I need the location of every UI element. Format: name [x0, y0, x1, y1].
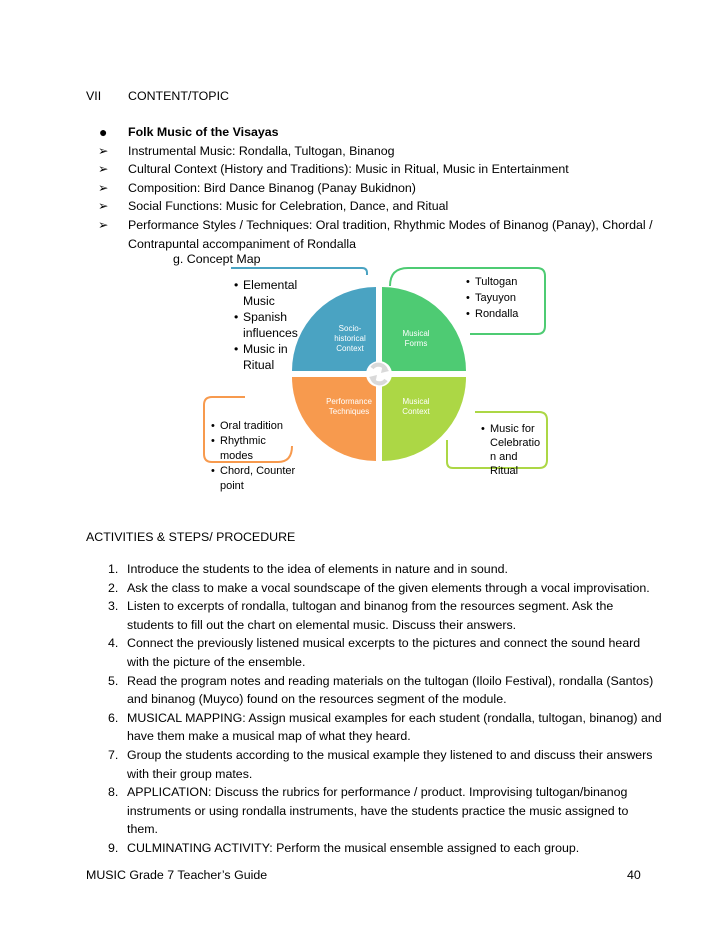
quadrant-label-musical-forms: Musical Forms [402, 329, 430, 348]
step-number: 6. [108, 710, 119, 725]
list-item [108, 839, 668, 858]
section-numeral: VII [86, 89, 102, 103]
step-text: Listen to excerpts of rondalla, tultogan and binanog from the resources segment. Ask the [127, 599, 614, 614]
step-text: with their group mates. [127, 766, 253, 781]
cycle-arrows-icon [366, 361, 392, 387]
step-text: students to fill out the chart on elemental music. Discuss their answers. [127, 617, 517, 632]
concept-item: • Music in Ritual [234, 342, 288, 372]
list-item [108, 579, 668, 598]
step-text: Introduce the students to the idea of elements in nature and in sound. [127, 562, 508, 576]
arrow-bullet-icon: ➢ [98, 199, 109, 214]
step-text: and binanog (Muyco) found on the resources segment of the module. [127, 692, 507, 707]
step-number: 8. [108, 785, 119, 800]
concept-box-musical-forms [466, 274, 518, 322]
concept-item: • Music for Celebratio n and Ritual [481, 423, 541, 477]
arrow-bullet-icon: ➢ [98, 180, 109, 195]
step-number: 5. [108, 673, 119, 688]
list-item [108, 672, 668, 709]
step-text: Group the students according to the musical example they listened to and discuss their answers [127, 747, 653, 762]
step-text: CULMINATING ACTIVITY: Perform the musical ensemble assigned to each group. [127, 840, 580, 855]
topic-text: Social Functions: Music for Celebration, Dance, and Ritual [128, 199, 449, 214]
concept-item: • Spanish influences [234, 310, 298, 340]
arrow-bullet-icon: ➢ [98, 217, 109, 232]
step-text: Connect the previously listened musical excerpts to the pictures and connect the sound heard [127, 636, 641, 651]
quadrant-performance-techniques [292, 377, 376, 461]
concept-item: • Rondalla [466, 308, 519, 320]
quadrant-musical-context [382, 377, 466, 461]
concept-item: • Chord, Counter point [211, 465, 296, 492]
step-number: 3. [108, 599, 119, 614]
step-number: 9. [108, 840, 119, 855]
step-number: 4. [108, 636, 119, 651]
concept-box-musical-context [481, 422, 540, 478]
step-number: 1. [108, 562, 119, 576]
step-text: them. [127, 822, 158, 837]
footer-title: MUSIC Grade 7 Teacher’s Guide [86, 868, 268, 882]
list-item [108, 634, 668, 671]
arrow-bullet-icon: ➢ [98, 143, 109, 158]
section-title: CONTENT/TOPIC [128, 89, 229, 103]
step-text: instruments or using rondalla instruments, have the students practice the music assigned to [127, 803, 629, 818]
topic-text: Cultural Context (History and Traditions): Music in Ritual, Music in Entertainment [128, 162, 569, 177]
bullet-dot-icon: ● [99, 124, 108, 140]
list-item [108, 709, 668, 746]
quadrant-label-performance-techniques: Performance Techniques [326, 397, 372, 416]
topic-heading: Folk Music of the Visayas [128, 125, 279, 139]
concept-box-performance-techniques [211, 419, 295, 494]
arrow-bullet-icon: ➢ [98, 162, 109, 177]
concept-item: • Oral tradition [211, 420, 283, 432]
list-item [108, 560, 668, 579]
concept-item: • Rhythmic modes [211, 435, 266, 462]
concept-item: • Tultogan [466, 276, 518, 288]
step-text: Read the program notes and reading materials on the tultogan (Iloilo Festival), rondalla (Santos) [127, 673, 654, 688]
page-number: 40 [627, 868, 641, 882]
topic-text: Performance Styles / Techniques: Oral tradition, Rhythmic Modes of Binanog (Panay), Chordal / [128, 217, 653, 232]
step-text: Ask the class to make a vocal soundscape of the given elements through a vocal improvisation. [127, 580, 650, 595]
concept-item: • Elemental Music [234, 278, 298, 308]
concept-box-socio-historical [234, 277, 298, 373]
step-number: 2. [108, 580, 119, 595]
quadrant-label-socio-historical: Socio- historical Context [334, 324, 366, 353]
concept-map-heading: g. Concept Map [173, 252, 261, 266]
list-item [108, 746, 668, 783]
box-outline-top-left [231, 268, 367, 275]
step-text: have them make a musical map of what they heard. [127, 729, 411, 744]
step-text: with the picture of the ensemble. [127, 654, 306, 669]
topic-text-continued: Contrapuntal accompaniment of Rondalla [128, 236, 356, 251]
topic-text: Instrumental Music: Rondalla, Tultogan, Binanog [128, 143, 395, 158]
topic-text: Composition: Bird Dance Binanog (Panay Bukidnon) [128, 180, 416, 195]
step-number: 7. [108, 747, 119, 762]
concept-item: • Tayuyon [466, 292, 516, 304]
quadrant-label-musical-context: Musical Context [402, 397, 430, 416]
list-item [108, 597, 668, 634]
step-text: MUSICAL MAPPING: Assign musical examples for each student (rondalla, tultogan, binanog) and [127, 710, 662, 725]
steps-list [108, 560, 668, 858]
step-text: APPLICATION: Discuss the rubrics for performance / product. Improvising tultogan/binanog [127, 785, 628, 800]
activities-heading: ACTIVITIES & STEPS/ PROCEDURE [86, 530, 296, 544]
list-item [108, 783, 668, 839]
